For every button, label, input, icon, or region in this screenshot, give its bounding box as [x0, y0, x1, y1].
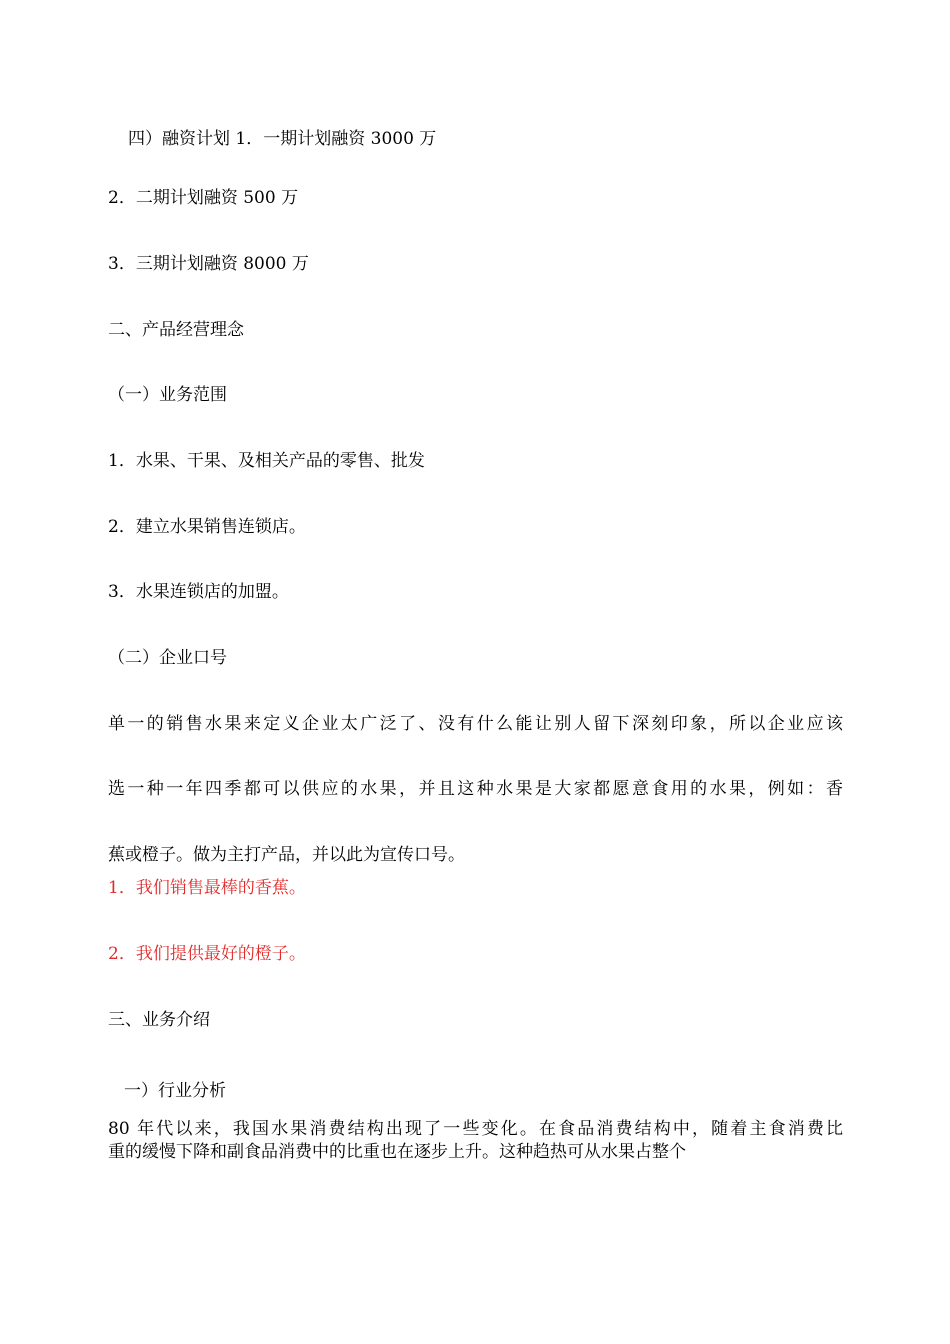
industry-analysis-paragraph: [108, 1118, 843, 1163]
subheading-company-slogan: （二）企业口号: [108, 648, 227, 668]
industry-paragraph-row-2: 重的缓慢下降和副食品消费中的比重也在逐步上升。这种趋热可从水果占整个: [108, 1142, 686, 1162]
scope-item-2: 2．建立水果销售连锁店。: [108, 517, 306, 537]
slogan-item-1: 1．我们销售最棒的香蕉。: [108, 878, 306, 898]
subheading-industry-analysis: 一）行业分析: [124, 1081, 226, 1101]
slogan-paragraph-row-1: 单一的销售水果来定义企业太广泛了、没有什么能让别人留下深刻印象，所以企业应该: [108, 714, 843, 734]
financing-plan-line-3: 3．三期计划融资 8000 万: [108, 254, 309, 274]
scope-item-1: 1．水果、干果、及相关产品的零售、批发: [108, 451, 425, 471]
section-heading-business-intro: 三、业务介绍: [108, 1010, 210, 1030]
scope-item-3: 3．水果连锁店的加盟。: [108, 582, 289, 602]
section-heading-product-philosophy: 二、产品经营理念: [108, 320, 244, 340]
slogan-paragraph: [108, 713, 843, 866]
financing-plan-line-1: 四）融资计划 1．一期计划融资 3000 万: [128, 129, 437, 149]
slogan-paragraph-row-3: 蕉或橙子。做为主打产品，并以此为宣传口号。: [108, 845, 465, 865]
industry-paragraph-row-1: 80 年代以来，我国水果消费结构出现了一些变化。在食品消费结构中，随着主食消费比: [108, 1119, 843, 1139]
financing-plan-line-2: 2．二期计划融资 500 万: [108, 188, 299, 208]
slogan-paragraph-row-2: 选一种一年四季都可以供应的水果，并且这种水果是大家都愿意食用的水果，例如：香: [108, 779, 843, 799]
subheading-business-scope: （一）业务范围: [108, 385, 227, 405]
slogan-item-2: 2．我们提供最好的橙子。: [108, 944, 306, 964]
